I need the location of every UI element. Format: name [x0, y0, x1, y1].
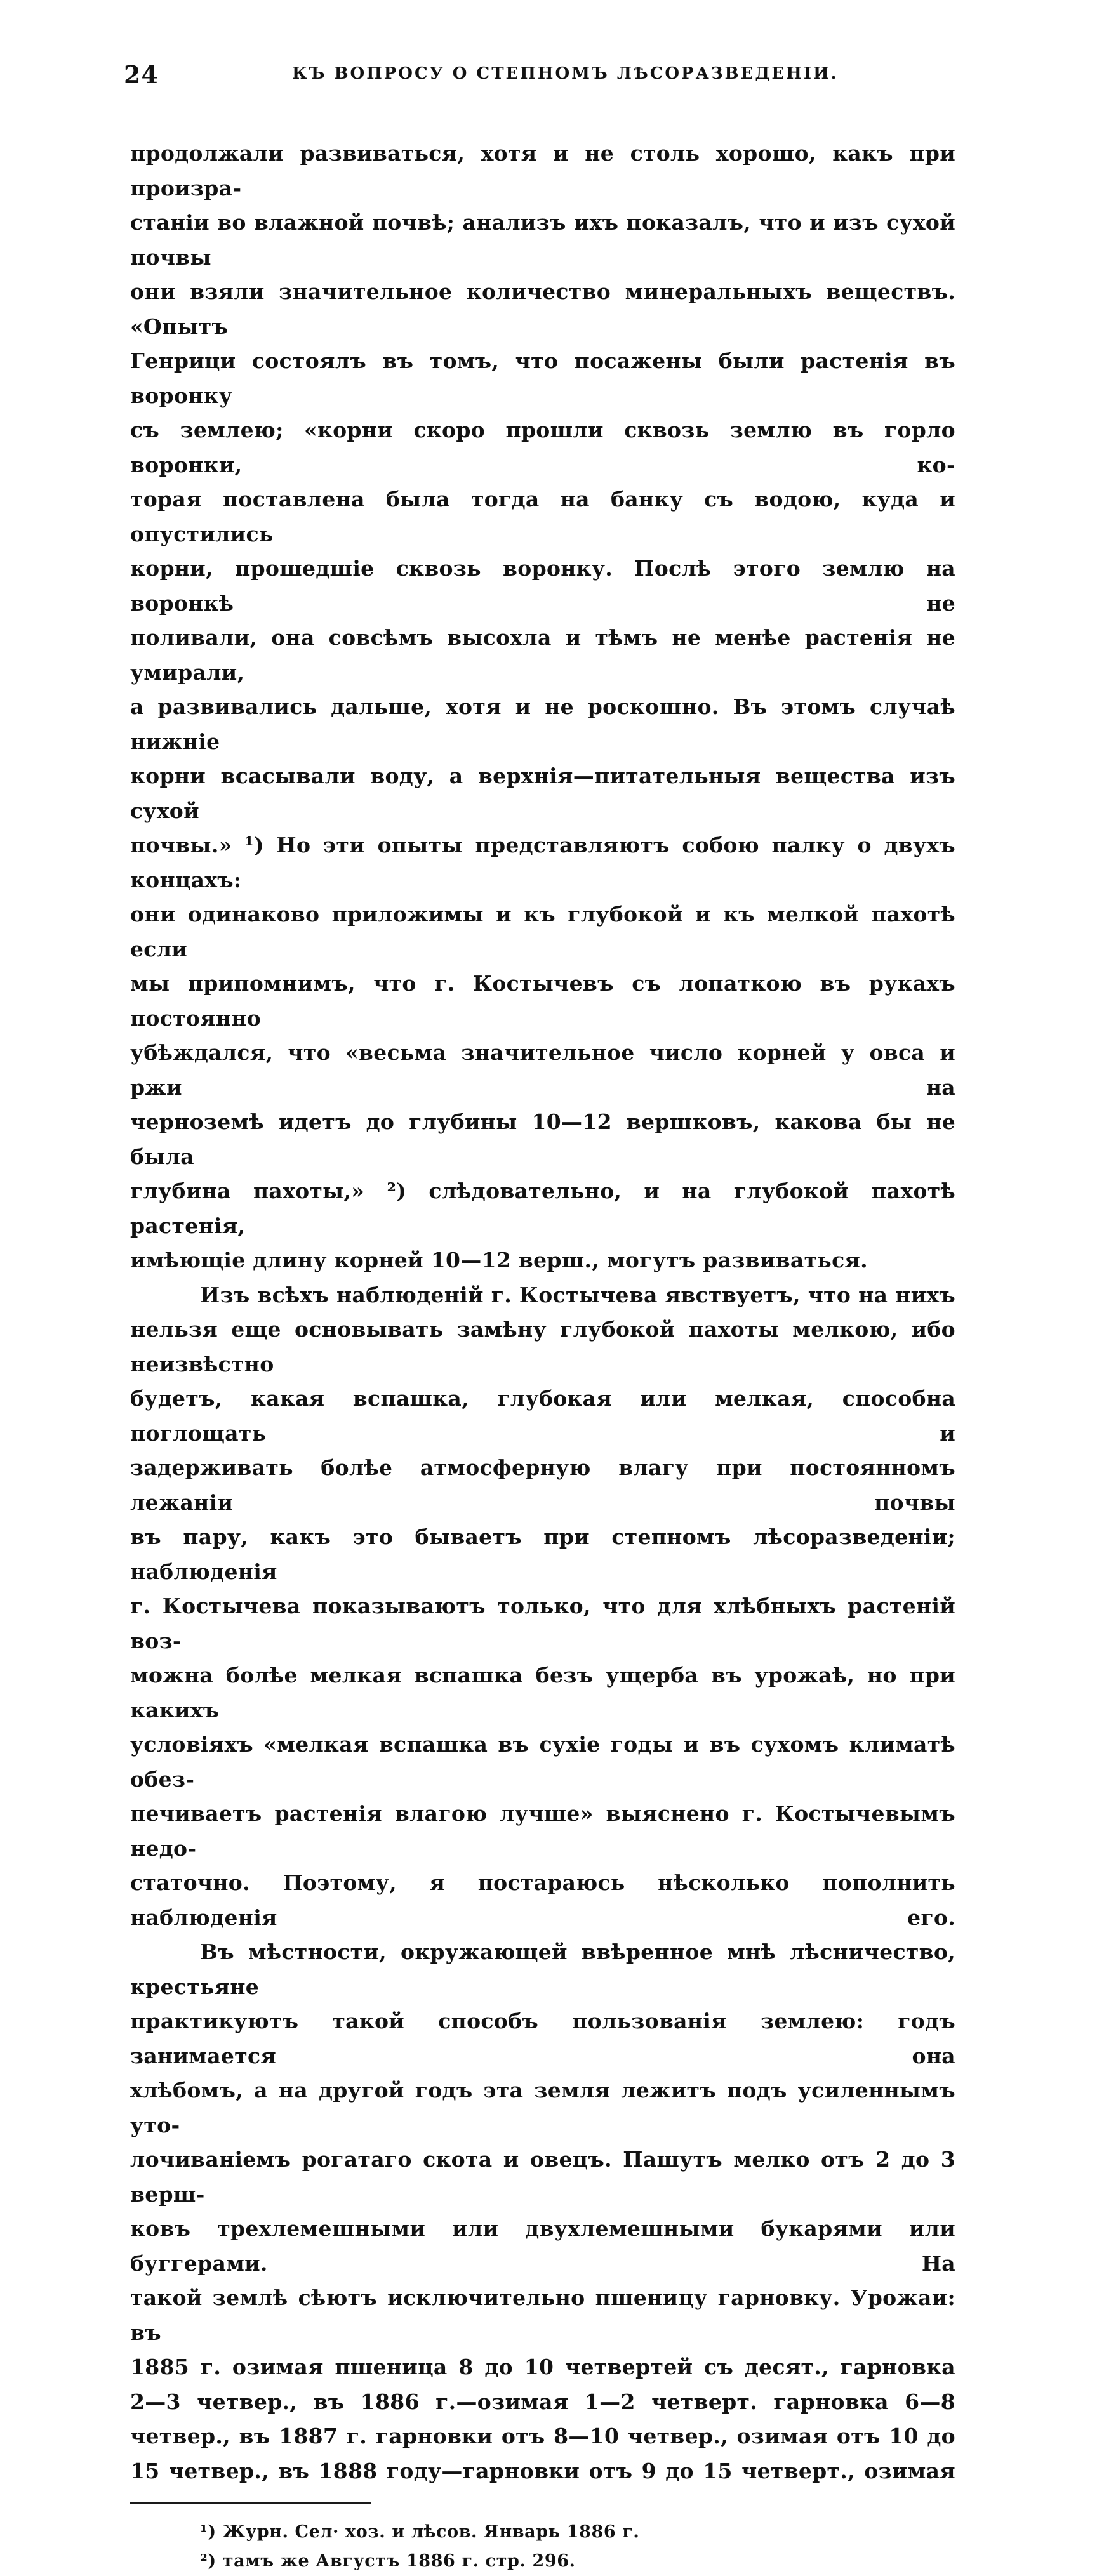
text-line: Генрици состоялъ въ томъ, что посажены были растенія въ воронку	[130, 348, 955, 408]
text-line: нельзя еще основывать замѣну глубокой пахоты мелкою, ибо неизвѣстно	[130, 1317, 955, 1377]
page-number: 24	[124, 60, 159, 89]
paragraph-1	[130, 136, 955, 1278]
paragraph-2	[130, 1278, 955, 1936]
footnote-1: ¹) Журн. Сел· хоз. и лѣсов. Январь 1886 г.	[200, 2522, 640, 2542]
text-line: 2—3 четвер., въ 1886 г.—озимая 1—2 четверт. гарновка 6—8	[130, 2389, 955, 2414]
text-line: станіи во влажной почвѣ; анализъ ихъ показалъ, что и изъ сухой почвы	[130, 210, 955, 270]
text-line: лочиваніемъ рогатаго скота и овецъ. Пашутъ мелко отъ 2 до 3 верш-	[130, 2147, 955, 2207]
text-line: въ пару, какъ это бываетъ при степномъ лѣсоразведеніи; наблюденія	[130, 1524, 955, 1584]
text-line: 1885 г. озимая пшеница 8 до 10 четвертей съ десят., гарновка	[130, 2355, 955, 2379]
text-line: статочно. Поэтому, я постараюсь нѣсколько пополнить наблюденія его.	[130, 1870, 955, 1930]
paragraph-3	[130, 1935, 955, 2488]
text-line: ковъ трехлемешными или двухлемешными букарями или буггерами. На	[130, 2216, 955, 2276]
text-line: корни всасывали воду, а верхнія—питательныя вещества изъ сухой	[130, 763, 955, 823]
text-line: поливали, она совсѣмъ высохла и тѣмъ не менѣе растенія не умирали,	[130, 625, 955, 685]
text-line: съ землею; «корни скоро прошли сквозь землю въ горло воронки, ко-	[130, 418, 955, 477]
text-line: они одинаково приложимы и къ глубокой и къ мелкой пахотѣ если	[130, 902, 955, 961]
text-line: они взяли значительное количество минеральныхъ веществъ. «Опытъ	[130, 279, 955, 339]
text-line: задерживать болѣе атмосферную влагу при постоянномъ лежаніи почвы	[130, 1455, 955, 1515]
text-line: Изъ всѣхъ наблюденій г. Костычева явствуетъ, что на нихъ	[200, 1282, 955, 1307]
footnote-divider	[130, 2502, 371, 2504]
body-text	[130, 136, 955, 2488]
text-line: почвы.» ¹) Но эти опыты представляютъ собою палку о двухъ концахъ:	[130, 833, 955, 892]
text-line: черноземѣ идетъ до глубины 10—12 вершковъ, какова бы не была	[130, 1109, 955, 1169]
text-line: такой землѣ сѣютъ исключительно пшеницу гарновку. Урожаи: въ	[130, 2285, 955, 2345]
text-line: убѣждался, что «весьма значительное число корней у овса и ржи на	[130, 1040, 955, 1100]
text-line: практикуютъ такой способъ пользованія землею: годъ занимается она	[130, 2009, 955, 2068]
text-line: хлѣбомъ, а на другой годъ эта земля лежитъ подъ усиленнымъ уто-	[130, 2078, 955, 2137]
text-line: продолжали развиваться, хотя и не столь хорошо, какъ при произра-	[130, 141, 955, 201]
running-title: КЪ ВОПРОСУ О СТЕПНОМЪ ЛѢСОРАЗВЕДЕНІИ.	[292, 64, 839, 83]
text-line: печиваетъ растенія влагою лучше» выяснено г. Костычевымъ недо-	[130, 1801, 955, 1861]
text-line: торая поставлена была тогда на банку съ водою, куда и опустились	[130, 487, 955, 546]
text-line: мы припомнимъ, что г. Костычевъ съ лопаткою въ рукахъ постоянно	[130, 971, 955, 1031]
footnote-2: ²) тамъ же Августъ 1886 г. стр. 296.	[200, 2551, 576, 2571]
text-line: четвер., въ 1887 г. гарновки отъ 8—10 четвер., озимая отъ 10 до	[130, 2424, 955, 2448]
text-line: Въ мѣстности, окружающей ввѣренное мнѣ лѣсничество, крестьяне	[130, 1939, 955, 1999]
book-page	[124, 60, 955, 2576]
footnotes	[130, 2518, 955, 2576]
text-line: глубина пахоты,» ²) слѣдовательно, и на глубокой пахотѣ растенія,	[130, 1179, 955, 1238]
text-line: будетъ, какая вспашка, глубокая или мелкая, способна поглощать и	[130, 1386, 955, 1446]
page-header	[124, 60, 955, 98]
text-line: условіяхъ «мелкая вспашка въ сухіе годы и въ сухомъ климатѣ обез-	[130, 1732, 955, 1792]
text-line: г. Костычева показываютъ только, что для хлѣбныхъ растеній воз-	[130, 1594, 955, 1653]
text-line: а развивались дальше, хотя и не роскошно. Въ этомъ случаѣ нижніе	[130, 694, 955, 754]
text-line: можна болѣе мелкая вспашка безъ ущерба въ урожаѣ, но при какихъ	[130, 1663, 955, 1722]
text-line: корни, прошедшіе сквозь воронку. Послѣ этого землю на воронкѣ не	[130, 556, 955, 616]
text-line: имѣющіе длину корней 10—12 верш., могутъ развиваться.	[130, 1248, 868, 1272]
text-line: 15 четвер., въ 1888 году—гарновки отъ 9 до 15 четверт., озимая	[130, 2458, 955, 2483]
